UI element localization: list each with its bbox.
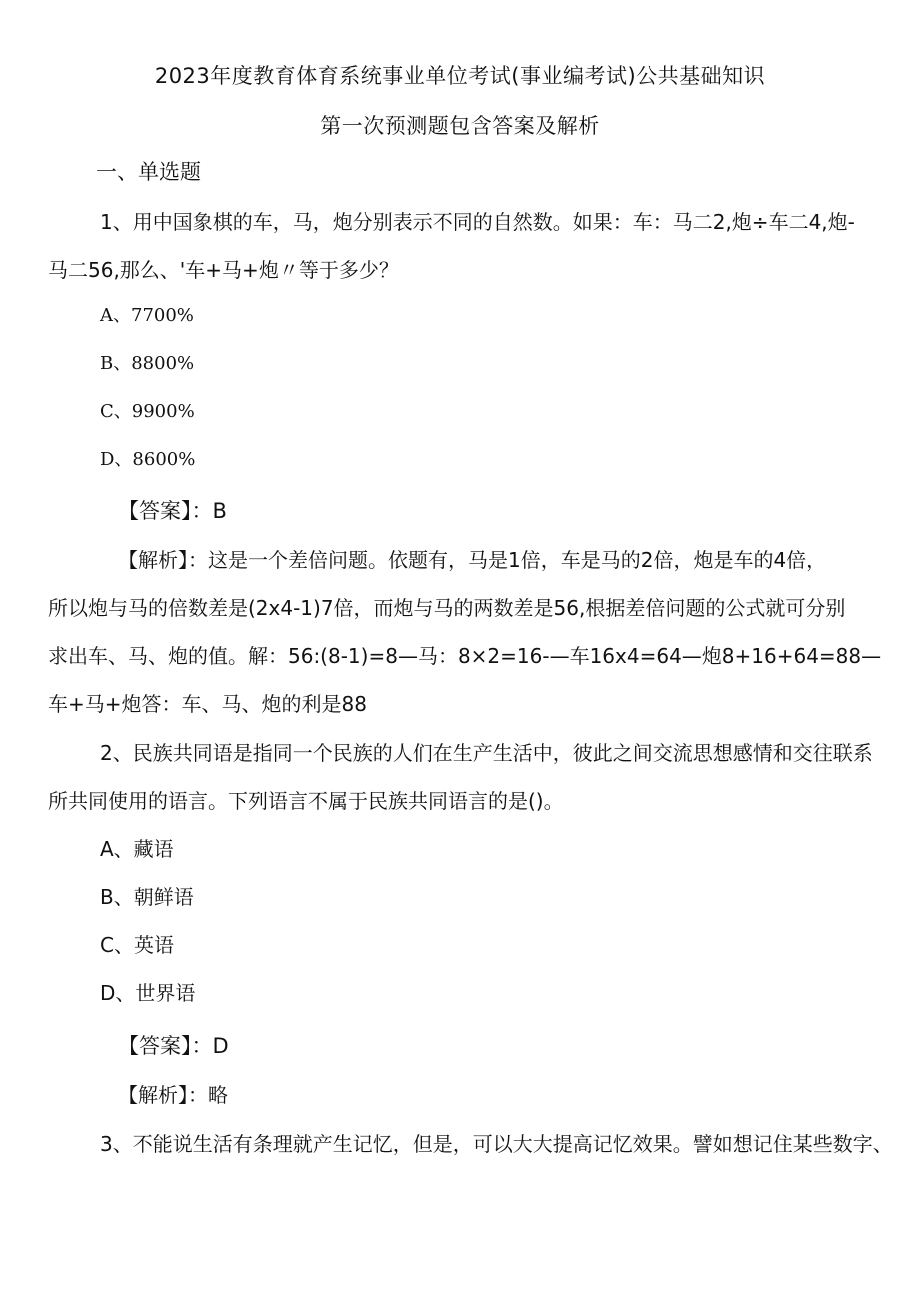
- question-2-stem-line-1: 2、民族共同语是指同一个民族的人们在生产生活中，彼此之间交流思想感情和交往联系: [100, 741, 873, 765]
- question-1-analysis-line-2: 所以炮与马的倍数差是(2x4-1)7倍，而炮与马的两数差是56,根据差倍问题的公式就可分别: [48, 596, 846, 620]
- question-1-stem-line-2: 马二56,那么、'车+马+炮〃等于多少？: [48, 258, 399, 282]
- question-1-analysis-line-3: 求出车、马、炮的值。解：56:(8-1)=8—马：8×2=16-—车16x4=64—炮8+16+64=88—: [48, 644, 882, 668]
- question-2-option-d: D、世界语: [100, 981, 196, 1005]
- question-1-option-c: C、9900%: [100, 401, 195, 422]
- question-2-analysis-line-1: 【解析】：略: [118, 1083, 228, 1107]
- question-2-option-a: A、藏语: [100, 837, 174, 861]
- question-2-stem-line-2: 所共同使用的语言。下列语言不属于民族共同语言的是()。: [48, 789, 564, 813]
- question-1-analysis-line-1: 【解析】：这是一个差倍问题。依题有，马是1倍，车是马的2倍，炮是车的4倍，: [118, 548, 827, 572]
- question-2-option-c: C、英语: [100, 933, 174, 957]
- section-heading: 一、单选题: [96, 160, 201, 184]
- question-1-analysis-line-4: 车+马+炮答：车、马、炮的利是88: [48, 692, 367, 716]
- question-2-answer: 【答案】：D: [118, 1034, 229, 1058]
- question-3-stem-line-1: 3、不能说生活有条理就产生记忆，但是，可以大大提高记忆效果。譬如想记住某些数字、: [100, 1132, 893, 1156]
- document-title-line-1: 2023年度教育体育系统事业单位考试(事业编考试)公共基础知识: [154, 64, 766, 88]
- question-1-option-b: B、8800%: [100, 353, 195, 374]
- document-title-line-2: 第一次预测题包含答案及解析: [320, 114, 600, 138]
- question-1-option-d: D、8600%: [100, 449, 196, 470]
- question-1-stem-line-1: 1、用中国象棋的车，马，炮分别表示不同的自然数。如果：车：马二2,炮÷车二4,炮-: [100, 210, 855, 234]
- question-1-option-a: A、7700%: [100, 305, 194, 326]
- question-2-option-b: B、朝鲜语: [100, 885, 194, 909]
- question-1-answer: 【答案】：B: [118, 499, 227, 523]
